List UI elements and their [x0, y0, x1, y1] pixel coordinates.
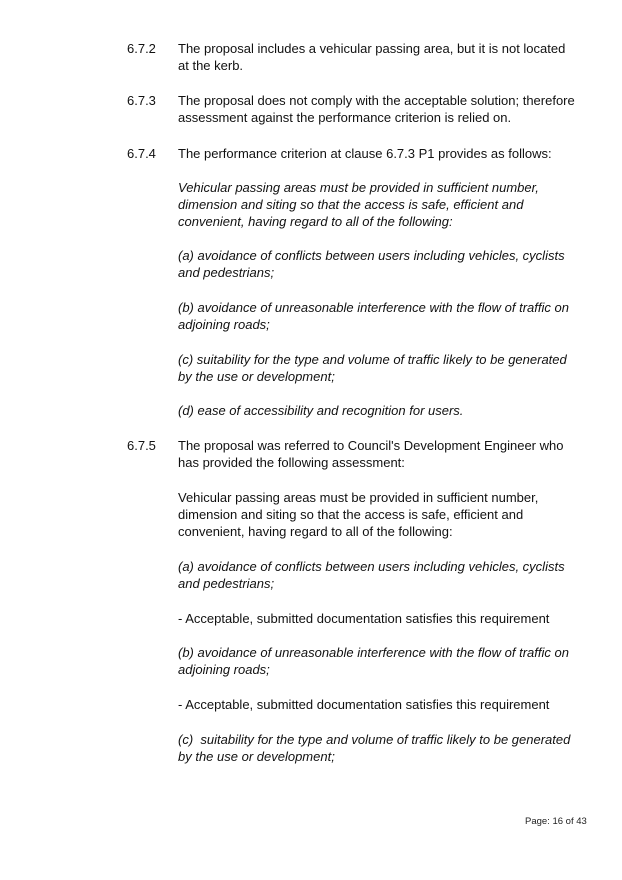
criterion-item-c: (c) suitability for the type and volume of traffic likely to be generated by the use or development; — [178, 732, 574, 764]
section-number: 6.7.3 — [127, 93, 156, 108]
paragraph: The proposal does not comply with the acceptable solution; therefore assessment against the performance criterion is relied on. — [178, 93, 575, 125]
criterion-item-b: (b) avoidance of unreasonable interference with the flow of traffic on adjoining roads; — [178, 300, 569, 332]
assessment-intro: Vehicular passing areas must be provided in sufficient number, dimension and siting so that the access is safe, efficient and convenient, having regard to all of the following: — [178, 490, 539, 539]
section-number: 6.7.5 — [127, 438, 156, 453]
paragraph: The performance criterion at clause 6.7.3 P1 provides as follows: — [178, 146, 552, 161]
section-number: 6.7.4 — [127, 146, 156, 161]
criterion-item-a: (a) avoidance of conflicts between users including vehicles, cyclists and pedestrians; — [178, 559, 565, 591]
assessment-response-a: - Acceptable, submitted documentation satisfies this requirement — [178, 611, 550, 626]
criterion-item-a: (a) avoidance of conflicts between users including vehicles, cyclists and pedestrians; — [178, 248, 565, 280]
paragraph: The proposal was referred to Council's Development Engineer who has provided the following assessment: — [178, 438, 564, 470]
section-number: 6.7.2 — [127, 41, 156, 56]
quoted-criterion: Vehicular passing areas must be provided in sufficient number, dimension and siting so that the access is safe, efficient and convenient, having regard to all of the following: — [178, 180, 539, 229]
paragraph: The proposal includes a vehicular passing area, but it is not located at the kerb. — [178, 41, 566, 73]
assessment-response-b: - Acceptable, submitted documentation satisfies this requirement — [178, 697, 550, 712]
criterion-item-d: (d) ease of accessibility and recognition for users. — [178, 403, 464, 418]
criterion-item-b: (b) avoidance of unreasonable interference with the flow of traffic on adjoining roads; — [178, 645, 569, 677]
page-number: Page: 16 of 43 — [525, 816, 587, 827]
criterion-item-c: (c) suitability for the type and volume of traffic likely to be generated by the use or development; — [178, 352, 567, 384]
